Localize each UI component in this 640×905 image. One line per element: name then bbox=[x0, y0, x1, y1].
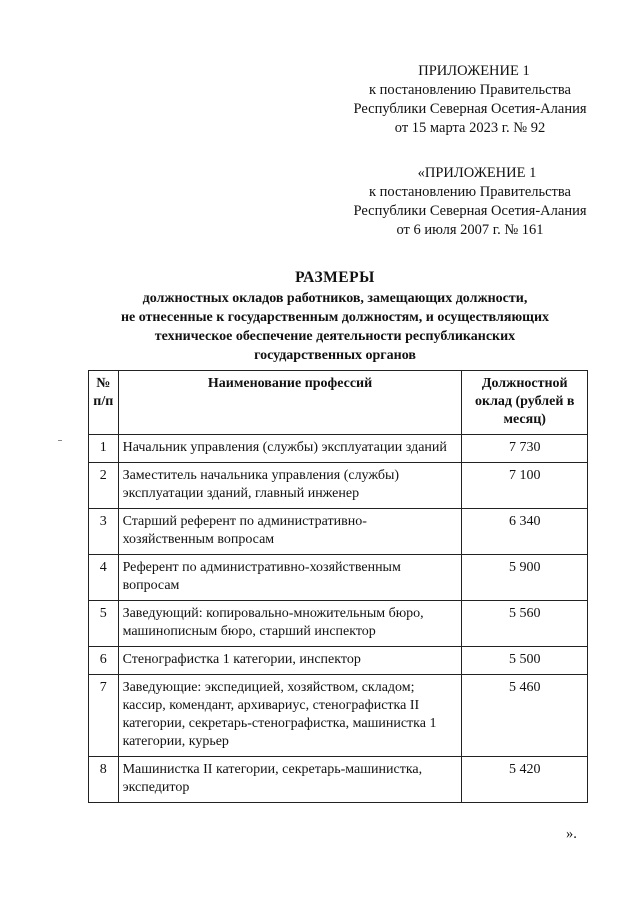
title-line1: должностных окладов работников, замещающих должности, bbox=[142, 291, 528, 306]
row-num: 2 bbox=[89, 463, 119, 509]
appendix-original-line4: от 6 июля 2007 г. № 161 bbox=[396, 222, 544, 238]
row-salary: 5 500 bbox=[462, 647, 588, 675]
table-row bbox=[89, 675, 588, 757]
row-num: 5 bbox=[89, 601, 119, 647]
row-salary: 7 100 bbox=[462, 463, 588, 509]
appendix-original-line1: «ПРИЛОЖЕНИЕ 1 bbox=[417, 165, 537, 181]
header-salary: Должностной оклад (рублей в месяц) bbox=[462, 371, 588, 435]
row-name: Стенографистка 1 категории, инспектор bbox=[118, 647, 462, 675]
table-row bbox=[89, 647, 588, 675]
appendix-original-line3: Республики Северная Осетия-Алания bbox=[353, 203, 587, 219]
row-num: 3 bbox=[89, 509, 119, 555]
header-num: № п/п bbox=[89, 371, 119, 435]
title-line3: техническое обеспечение деятельности республиканских bbox=[154, 329, 516, 344]
row-name: Машинистка II категории, секретарь-машинистка, экспедитор bbox=[118, 757, 462, 803]
document-title bbox=[80, 268, 590, 365]
appendix-original-line2: к постановлению Правительства bbox=[369, 184, 571, 200]
title-line2: не отнесенные к государственным должностям, и осуществляющих bbox=[120, 310, 550, 325]
appendix-current-line2: к постановлению Правительства bbox=[369, 82, 571, 98]
table-row bbox=[89, 509, 588, 555]
row-name: Заместитель начальника управления (службы) эксплуатации зданий, главный инженер bbox=[118, 463, 462, 509]
appendix-current bbox=[330, 62, 610, 138]
header-name: Наименование профессий bbox=[118, 371, 462, 435]
table-row bbox=[89, 463, 588, 509]
row-name: Заведующие: экспедицией, хозяйством, складом; кассир, комендант, архивариус, стенографистка II категории, секретарь-стенографистка, машинистка 1 категории, курьер bbox=[118, 675, 462, 757]
appendix-current-line4: от 15 марта 2023 г. № 92 bbox=[394, 120, 546, 136]
salary-table bbox=[88, 370, 588, 803]
closing-quote: ». bbox=[566, 826, 577, 842]
table-header-row bbox=[89, 371, 588, 435]
title-heading: РАЗМЕРЫ bbox=[295, 269, 375, 286]
row-salary: 5 460 bbox=[462, 675, 588, 757]
row-salary: 5 420 bbox=[462, 757, 588, 803]
row-num: 8 bbox=[89, 757, 119, 803]
row-salary: 5 900 bbox=[462, 555, 588, 601]
row-num: 6 bbox=[89, 647, 119, 675]
appendix-current-line1: ПРИЛОЖЕНИЕ 1 bbox=[418, 63, 530, 79]
table-row bbox=[89, 757, 588, 803]
table-row bbox=[89, 555, 588, 601]
row-salary: 5 560 bbox=[462, 601, 588, 647]
table-row bbox=[89, 601, 588, 647]
row-name: Заведующий: копировально-множительным бюро, машинописным бюро, старший инспектор bbox=[118, 601, 462, 647]
row-name: Старший референт по административно-хозяйственным вопросам bbox=[118, 509, 462, 555]
row-num: 1 bbox=[89, 435, 119, 463]
row-salary: 7 730 bbox=[462, 435, 588, 463]
row-name: Начальник управления (службы) эксплуатации зданий bbox=[118, 435, 462, 463]
table-row bbox=[89, 435, 588, 463]
title-line4: государственных органов bbox=[254, 348, 416, 363]
appendix-current-line3: Республики Северная Осетия-Алания bbox=[353, 101, 587, 117]
row-name: Референт по административно-хозяйственным вопросам bbox=[118, 555, 462, 601]
margin-mark bbox=[58, 440, 62, 441]
row-num: 7 bbox=[89, 675, 119, 757]
appendix-original bbox=[330, 164, 610, 240]
row-salary: 6 340 bbox=[462, 509, 588, 555]
row-num: 4 bbox=[89, 555, 119, 601]
